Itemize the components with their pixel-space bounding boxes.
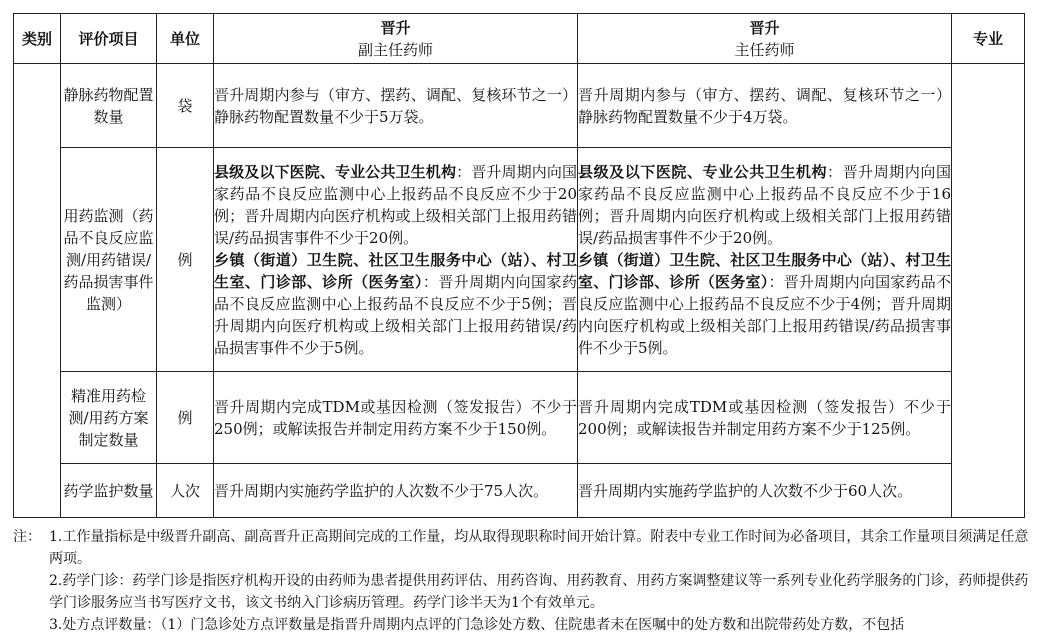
note-1 (13, 526, 1031, 570)
deputy-tier1-label: 县级及以下医院、专业公共卫生机构 (214, 162, 457, 181)
deputy-tier1-text: ：晋升周期内向国家药品不良反应监测中心上报药品不良反应不少于20例；晋升周期内向医疗机构或上级相关部门上报用药错误/药品损害事件不少于20例。 (214, 162, 577, 247)
row-deputy-requirement: 晋升周期内完成TDM或基因检测（签发报告）不少于250例；或解读报告并制定用药方案不少于150例。 (214, 372, 578, 464)
notes-label: 注： (13, 529, 41, 545)
row-item: 用药监测（药品不良反应监测/用药错误/药品损害事件监测） (61, 148, 157, 372)
row-chief-requirement (578, 148, 952, 372)
table-row (14, 464, 1025, 518)
header-item: 评价项目 (61, 14, 157, 64)
chief-tier1-label: 县级及以下医院、专业公共卫生机构 (578, 162, 828, 181)
header-deputy-line1: 晋升 (380, 18, 411, 37)
category-cell (14, 64, 61, 518)
header-deputy (214, 14, 578, 64)
row-item: 静脉药物配置数量 (61, 64, 157, 148)
deputy-tier2-text: ：晋升周期内向国家药品不良反应监测中心上报药品不良反应不少于5例；晋升周期内向医疗机构或上级相关部门上报用药错误/药品损害事件不少于5例。 (214, 272, 577, 357)
row-deputy-requirement: 晋升周期内实施药学监护的人次数不少于75人次。 (214, 464, 578, 518)
header-chief (578, 14, 952, 64)
note-3: 3.处方点评数量：（1）门急诊处方点评数量是指晋升周期内点评的门急诊处方数、住院患者未在医嘱中的处方数和出院带药处方数，不包括 (49, 617, 905, 633)
row-unit: 袋 (157, 64, 214, 148)
row-unit: 例 (157, 148, 214, 372)
table-row (14, 372, 1025, 464)
notes-section (13, 526, 1031, 636)
deputy-tier2-label: 乡镇（街道）卫生院、社区卫生服务中心（站）、村卫生室、门诊部、诊所（医务室） (214, 250, 577, 291)
row-chief-requirement: 晋升周期内完成TDM或基因检测（签发报告）不少于200例；或解读报告并制定用药方案不少于125例。 (578, 372, 952, 464)
chief-tier2-label: 乡镇（街道）卫生院、社区卫生服务中心（站）、村卫生室、门诊部、诊所（医务室） (578, 250, 951, 291)
header-chief-line2: 主任药师 (734, 40, 795, 59)
row-item: 精准用药检测/用药方案制定数量 (61, 372, 157, 464)
chief-tier1-text: ：晋升周期内向国家药品不良反应监测中心上报药品不良反应不少于16例；晋升周期内向医疗机构或上级相关部门上报用药错误/药品损害事件不少于20例。 (578, 162, 951, 247)
row-chief-requirement: 晋升周期内参与（审方、摆药、调配、复核环节之一）静脉药物配置数量不少于4万袋。 (578, 64, 952, 148)
row-chief-requirement: 晋升周期内实施药学监护的人次数不少于60人次。 (578, 464, 952, 518)
header-deputy-line2: 副主任药师 (357, 40, 433, 59)
note-1-text: 1.工作量指标是中级晋升副高、副高晋升正高期间完成的工作量，均从取得现职称时间开始计算。附表中专业工作时间为必备项目，其余工作量项目须满足任意两项。 (49, 529, 1029, 567)
header-row (14, 14, 1025, 64)
row-item: 药学监护数量 (61, 464, 157, 518)
specialty-cell (952, 64, 1025, 518)
header-category: 类别 (14, 14, 61, 64)
workload-table (13, 13, 1025, 518)
table-row (14, 64, 1025, 148)
table-row (14, 148, 1025, 372)
row-deputy-requirement: 晋升周期内参与（审方、摆药、调配、复核环节之一）静脉药物配置数量不少于5万袋。 (214, 64, 578, 148)
note-2: 2.药学门诊：药学门诊是指医疗机构开设的由药师为患者提供用药评估、用药咨询、用药教育、用药方案调整建议等一系列专业化药学服务的门诊，药师提供药学门诊服务应当书写医疗文书，该文书纳入门诊病历管理。药学门诊半天为1个有效单元。 (49, 573, 1029, 611)
row-deputy-requirement (214, 148, 578, 372)
header-chief-line1: 晋升 (749, 18, 780, 37)
header-unit: 单位 (157, 14, 214, 64)
row-unit: 人次 (157, 464, 214, 518)
row-unit: 例 (157, 372, 214, 464)
chief-tier2-text: ：晋升周期内向国家药品不良反应监测中心上报药品不良反应不少于4例；晋升周期内向医疗机构或上级相关部门上报用药错误/药品损害事件不少于5例。 (578, 272, 951, 357)
header-specialty: 专业 (952, 14, 1025, 64)
